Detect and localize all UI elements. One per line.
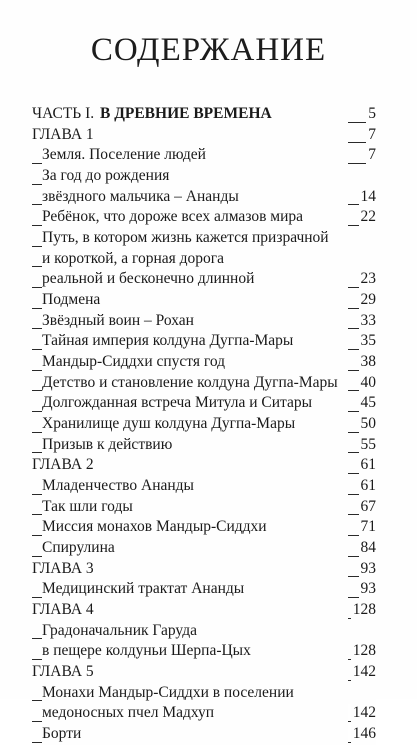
toc-entry-title: Призыв к действию xyxy=(42,435,173,453)
toc-entry-title: За год до рождения xyxy=(42,167,170,185)
toc-part-entry xyxy=(32,104,376,125)
toc-entry-title: Так шли годы xyxy=(42,497,133,515)
toc-entry-title: Миссия монахов Мандыр-Сиддхи xyxy=(42,518,267,536)
toc-entry-text xyxy=(42,207,348,228)
toc-entry-title: медоносных пчел Мадхуп xyxy=(42,704,215,722)
toc-entry-title: и короткой, а горная дорога xyxy=(42,249,225,267)
toc-entry xyxy=(32,249,376,270)
toc-entry-text xyxy=(42,269,348,290)
toc-entry-title: в пещере колдуньи Шерпа-Цых xyxy=(42,642,251,660)
toc-page-number: 33 xyxy=(359,311,377,332)
toc-entry-text xyxy=(42,435,348,456)
toc-entry xyxy=(32,497,376,518)
toc-entry-title: Земля. Поселение людей xyxy=(42,146,206,164)
toc-page-number: 142 xyxy=(351,703,376,724)
toc-entry-title: Тайная империя колдуна Дугпа-Мары xyxy=(42,332,294,350)
toc-entry-text xyxy=(42,414,348,435)
toc-part-entry xyxy=(32,600,376,621)
toc-page-number: 93 xyxy=(359,579,377,600)
toc-entry xyxy=(32,641,376,662)
toc-page-number: 142 xyxy=(351,662,376,683)
toc-entry xyxy=(32,166,376,187)
toc-page-number: 61 xyxy=(359,455,377,476)
toc-entry-text xyxy=(32,559,348,580)
toc-entry-title: Подмена xyxy=(42,291,101,309)
toc-entry xyxy=(32,393,376,414)
toc-entry xyxy=(32,269,376,290)
toc-entry-text xyxy=(42,724,348,745)
toc-page-number: 128 xyxy=(351,600,376,621)
toc-entry xyxy=(32,724,376,745)
toc-entry xyxy=(32,621,376,642)
toc-entry-title: Медицинский трактат Ананды xyxy=(42,580,245,598)
toc-entry xyxy=(32,538,376,559)
toc-page-number: 84 xyxy=(359,538,377,559)
toc-entry-title: ГЛАВА 2 xyxy=(32,456,94,474)
toc-entry-title: ГЛАВА 4 xyxy=(32,601,94,619)
toc-entry xyxy=(32,207,376,228)
toc-entry-title: Мандыр-Сиддхи спустя год xyxy=(42,353,226,371)
toc-entry-text xyxy=(42,290,348,311)
toc-page-number: 146 xyxy=(351,724,376,745)
toc-entry-text xyxy=(42,641,348,662)
toc-entry-text xyxy=(42,311,348,332)
toc-entry-title: ГЛАВА 1 xyxy=(32,125,94,143)
toc-entry-text xyxy=(42,683,376,704)
toc-entry-title: Градоначальник Гаруда xyxy=(42,621,197,639)
page-title: СОДЕРЖАНИЕ xyxy=(90,32,327,68)
toc-entry-title: Младенчество Ананды xyxy=(42,477,194,495)
toc-entry-title: звёздного мальчика – Ананды xyxy=(42,187,239,205)
toc-entry-text xyxy=(42,187,348,208)
toc-page-number: 45 xyxy=(359,393,377,414)
toc-entry-title: Борти xyxy=(42,725,82,743)
toc-page-number: 50 xyxy=(359,414,377,435)
toc-page-number: 29 xyxy=(359,290,377,311)
toc-entry xyxy=(32,517,376,538)
toc-entry-text xyxy=(32,104,348,125)
toc-part-entry xyxy=(32,455,376,476)
toc-entry-text xyxy=(42,538,348,559)
toc-entry-title: Ребёнок, что дороже всех алмазов мира xyxy=(42,208,304,226)
toc-entry-title: Путь, в котором жизнь кажется призрачной xyxy=(42,229,329,247)
table-of-contents xyxy=(32,104,376,745)
toc-entry-text xyxy=(42,579,348,600)
toc-entry xyxy=(32,352,376,373)
toc-entry-text xyxy=(42,228,376,249)
toc-entry xyxy=(32,228,376,249)
toc-entry-text xyxy=(32,455,348,476)
toc-entry-text xyxy=(42,373,348,394)
toc-entry-text xyxy=(32,125,348,146)
toc-entry-text xyxy=(42,703,348,724)
toc-entry xyxy=(32,290,376,311)
toc-entry-text xyxy=(42,621,376,642)
toc-entry-text xyxy=(32,662,348,683)
toc-entry-title: Хранилище душ колдуна Дугпа-Мары xyxy=(42,415,296,433)
toc-entry xyxy=(32,331,376,352)
toc-page-number: 71 xyxy=(359,517,377,538)
toc-page-number: 61 xyxy=(359,476,377,497)
toc-entry-text xyxy=(42,476,348,497)
toc-page-number: 38 xyxy=(359,352,377,373)
toc-entry-text xyxy=(42,331,348,352)
toc-entry xyxy=(32,579,376,600)
toc-part-entry xyxy=(32,559,376,580)
toc-page-number: 14 xyxy=(359,187,377,208)
toc-entry xyxy=(32,435,376,456)
toc-entry-title: ГЛАВА 3 xyxy=(32,559,94,577)
toc-page-number: 93 xyxy=(359,559,377,580)
toc-entry-text xyxy=(42,166,376,187)
toc-entry-title: Спирулина xyxy=(42,539,115,557)
toc-entry-title: Монахи Мандыр-Сиддхи в поселении xyxy=(42,683,294,701)
toc-entry-text xyxy=(42,352,348,373)
toc-entry xyxy=(32,476,376,497)
toc-page-number: 23 xyxy=(359,269,377,290)
toc-entry-title: Детство и становление колдуна Дугпа-Мары xyxy=(42,373,338,391)
toc-page-number: 7 xyxy=(366,145,376,166)
toc-entry-text xyxy=(42,497,348,518)
toc-page-number: 40 xyxy=(359,373,377,394)
toc-entry xyxy=(32,683,376,704)
toc-entry xyxy=(32,145,376,166)
toc-page-number: 128 xyxy=(351,641,376,662)
toc-page-number: 5 xyxy=(366,104,376,125)
toc-entry-text xyxy=(42,145,348,166)
toc-entry-text xyxy=(42,393,348,414)
toc-entry-title: реальной и бесконечно длинной xyxy=(42,270,255,288)
toc-entry xyxy=(32,703,376,724)
toc-entry xyxy=(32,187,376,208)
toc-page-number: 22 xyxy=(359,207,377,228)
toc-entry xyxy=(32,414,376,435)
toc-entry-prefix: ЧАСТЬ I. xyxy=(32,105,98,122)
toc-entry-title: Долгожданная встреча Митула и Ситары xyxy=(42,394,313,412)
toc-page-number: 67 xyxy=(359,497,377,518)
toc-page-number: 7 xyxy=(366,125,376,146)
toc-entry-text xyxy=(42,249,376,270)
toc-entry-text xyxy=(32,600,348,621)
toc-page-number: 35 xyxy=(359,331,377,352)
toc-entry xyxy=(32,373,376,394)
toc-entry-title: В ДРЕВНИЕ ВРЕМЕНА xyxy=(100,105,272,122)
toc-entry-title: ГЛАВА 5 xyxy=(32,663,94,681)
toc-entry xyxy=(32,311,376,332)
toc-entry-title: Звёздный воин – Рохан xyxy=(42,311,194,329)
toc-part-entry xyxy=(32,125,376,146)
toc-page-number: 55 xyxy=(359,435,377,456)
toc-part-entry xyxy=(32,662,376,683)
toc-entry-text xyxy=(42,517,348,538)
